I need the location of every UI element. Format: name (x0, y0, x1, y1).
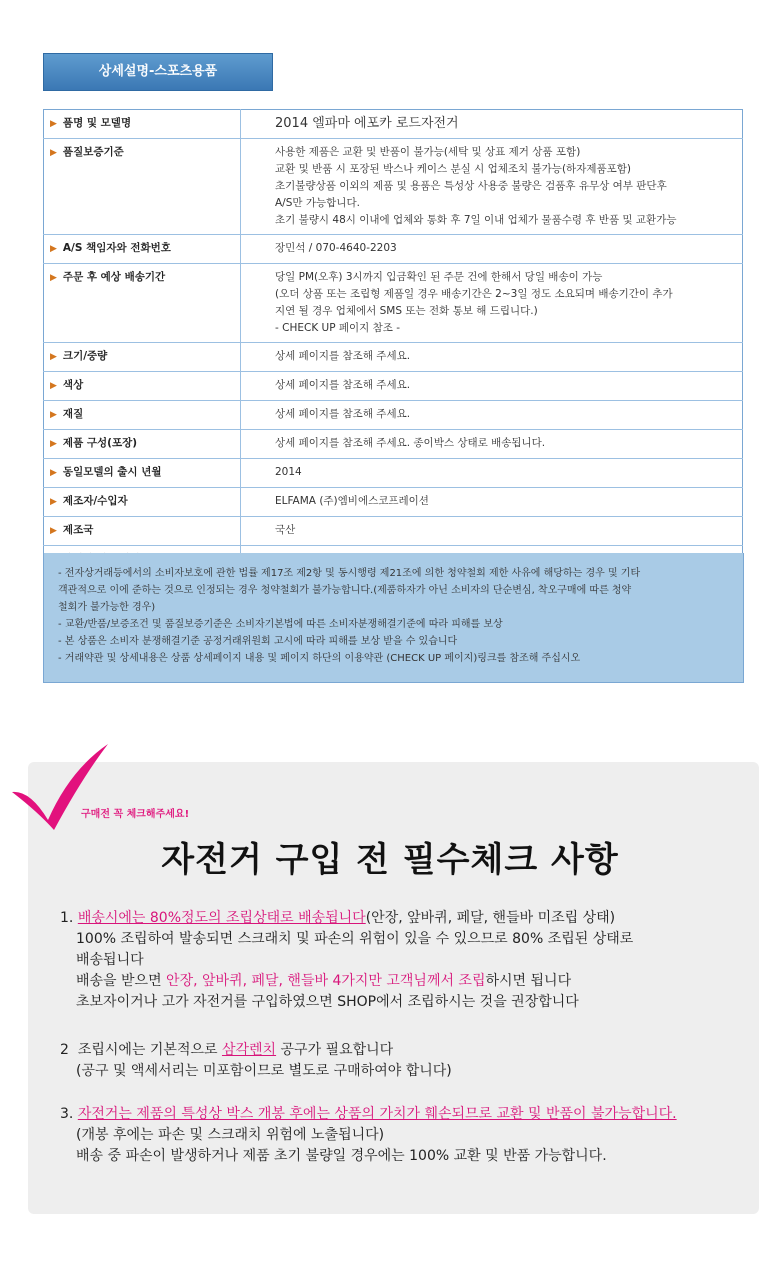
spec-value: 당일 PM(오후) 3시까지 입금확인 된 주문 건에 한해서 당일 배송이 가능 (오더 상품 또는 조립형 제품일 경우 배송기간은 2~3일 정도 소요되며 배송기간이 추가 지연 될 경우 업체에서 SMS 또는 전화 통보 해 드립니다.) - CHECK UP 페이지 참조 - (241, 264, 743, 343)
spec-row (44, 372, 743, 401)
spec-label: ▶ 재질 (44, 401, 241, 430)
spec-row (44, 235, 743, 264)
arrow-icon: ▶ (50, 439, 57, 449)
spec-row (44, 110, 743, 139)
notice-line: - 전자상거래등에서의 소비자보호에 관한 법률 제17조 제2항 및 동시행령 제21조에 의한 청약철회 제한 사유에 해당하는 경우 및 기타 (58, 568, 641, 579)
spec-label: ▶ 크기/중량 (44, 343, 241, 372)
arrow-icon: ▶ (50, 526, 57, 536)
spec-value: 상세 페이지를 참조해 주세요. 종이박스 상태로 배송됩니다. (241, 430, 743, 459)
spec-value: 상세 페이지를 참조해 주세요. (241, 372, 743, 401)
check-label: 구매전 꼭 체크해주세요! (81, 809, 190, 820)
spec-value: 상세 페이지를 참조해 주세요. (241, 401, 743, 430)
spec-label: ▶ 제조국 (44, 517, 241, 546)
spec-row (44, 343, 743, 372)
checklist-item-2: 2 조립시에는 기본적으로 삼각렌치 공구가 필요합니다 (공구 및 액세서리는 미포함이므로 별도로 구매하여야 합니다) (60, 1042, 452, 1079)
spec-value: 사용한 제품은 교환 및 반품이 불가능(세탁 및 상표 제거 상품 포함) 교환 및 반품 시 포장된 박스나 케이스 분실 시 업체조치 불가능(하자제품포함) 초기불량상품 이외의 제품 및 용품은 특성상 사용중 불량은 검품후 유무상 여부 판단후 A/S만 가능합니다. 초기 불량시 48시 이내에 업체와 통화 후 7일 이내 업체가 물품수령 후 반품 및 교환가능 (241, 139, 743, 235)
spec-label: ▶ 색상 (44, 372, 241, 401)
spec-label: ▶ 주문 후 예상 배송기간 (44, 264, 241, 343)
arrow-icon: ▶ (50, 381, 57, 391)
spec-row (44, 488, 743, 517)
arrow-icon: ▶ (50, 497, 57, 507)
spec-label: ▶ 품명 및 모델명 (44, 110, 241, 139)
arrow-icon: ▶ (50, 273, 57, 283)
checklist-item-1: 1. 배송시에는 80%정도의 조립상태로 배송됩니다(안장, 앞바퀴, 페달, 핸들바 미조립 상태) 100% 조립하여 발송되면 스크래치 및 파손의 위험이 있을 수 있으므로 80% 조립된 상태로 배송됩니다 배송을 받으면 안장, 앞바퀴, 페달, 핸들바 4가지만 고객님께서 조립하시면 됩니다 초보자이거나 고가 자전거를 구입하였으면 SHOP에서 조립하시는 것을 권장합니다 (60, 910, 634, 1010)
page-title: 자전거 구입 전 필수체크 사항 (161, 840, 619, 880)
spec-label: ▶ A/S 책임자와 전화번호 (44, 235, 241, 264)
arrow-icon: ▶ (50, 468, 57, 478)
spec-row (44, 517, 743, 546)
spec-label: ▶ 동일모델의 출시 년월 (44, 459, 241, 488)
spec-row (44, 430, 743, 459)
spec-value: ELFAMA (주)엠비에스코프레이션 (241, 488, 743, 517)
checklist-item-3: 3. 자전거는 제품의 특성상 박스 개봉 후에는 상품의 가치가 훼손되므로 교환 및 반품이 불가능합니다. (개봉 후에는 파손 및 스크래치 위험에 노출됩니다) 배송 중 파손이 발생하거나 제품 초기 불량일 경우에는 100% 교환 및 반품 가능합니다. (60, 1106, 677, 1164)
arrow-icon: ▶ (50, 352, 57, 362)
spec-label: ▶ 제조자/수입자 (44, 488, 241, 517)
spec-table (43, 109, 743, 575)
notice-line: - 거래약관 및 상세내용은 상품 상세페이지 내용 및 페이지 하단의 이용약관 (CHECK UP 페이지)링크를 참조해 주십시오 (58, 653, 581, 664)
spec-value: 상세 페이지를 참조해 주세요. (241, 343, 743, 372)
arrow-icon: ▶ (50, 410, 57, 420)
spec-row (44, 459, 743, 488)
spec-value: 장민석 / 070-4640-2203 (241, 235, 743, 264)
spec-value: 국산 (241, 517, 743, 546)
arrow-icon: ▶ (50, 244, 57, 254)
notice-box (43, 553, 744, 683)
notice-line: 철회가 불가능한 경우) (58, 602, 156, 613)
notice-line: - 본 상품은 소비자 분쟁해결기준 공정거래위원회 고시에 따라 피해를 보상 받을 수 있습니다 (58, 636, 458, 647)
section-tab: 상세설명-스포츠용품 (43, 53, 273, 91)
notice-line: - 교환/반품/보증조건 및 품질보증기준은 소비자기본법에 따른 소비자분쟁해결기준에 따라 피해를 보상 (58, 619, 503, 630)
arrow-icon: ▶ (50, 119, 57, 129)
spec-row (44, 401, 743, 430)
spec-label: ▶ 품질보증기준 (44, 139, 241, 235)
notice-line: 객관적으로 이에 준하는 것으로 인정되는 경우 청약철회가 불가능합니다.(제품하자가 아닌 소비자의 단순변심, 착오구매에 따른 청약 (58, 585, 632, 596)
spec-row (44, 139, 743, 235)
spec-label: ▶ 제품 구성(포장) (44, 430, 241, 459)
arrow-icon: ▶ (50, 148, 57, 158)
spec-value: 2014 (241, 459, 743, 488)
spec-row (44, 264, 743, 343)
spec-value: 2014 엘파마 에포카 로드자전거 (241, 110, 743, 139)
